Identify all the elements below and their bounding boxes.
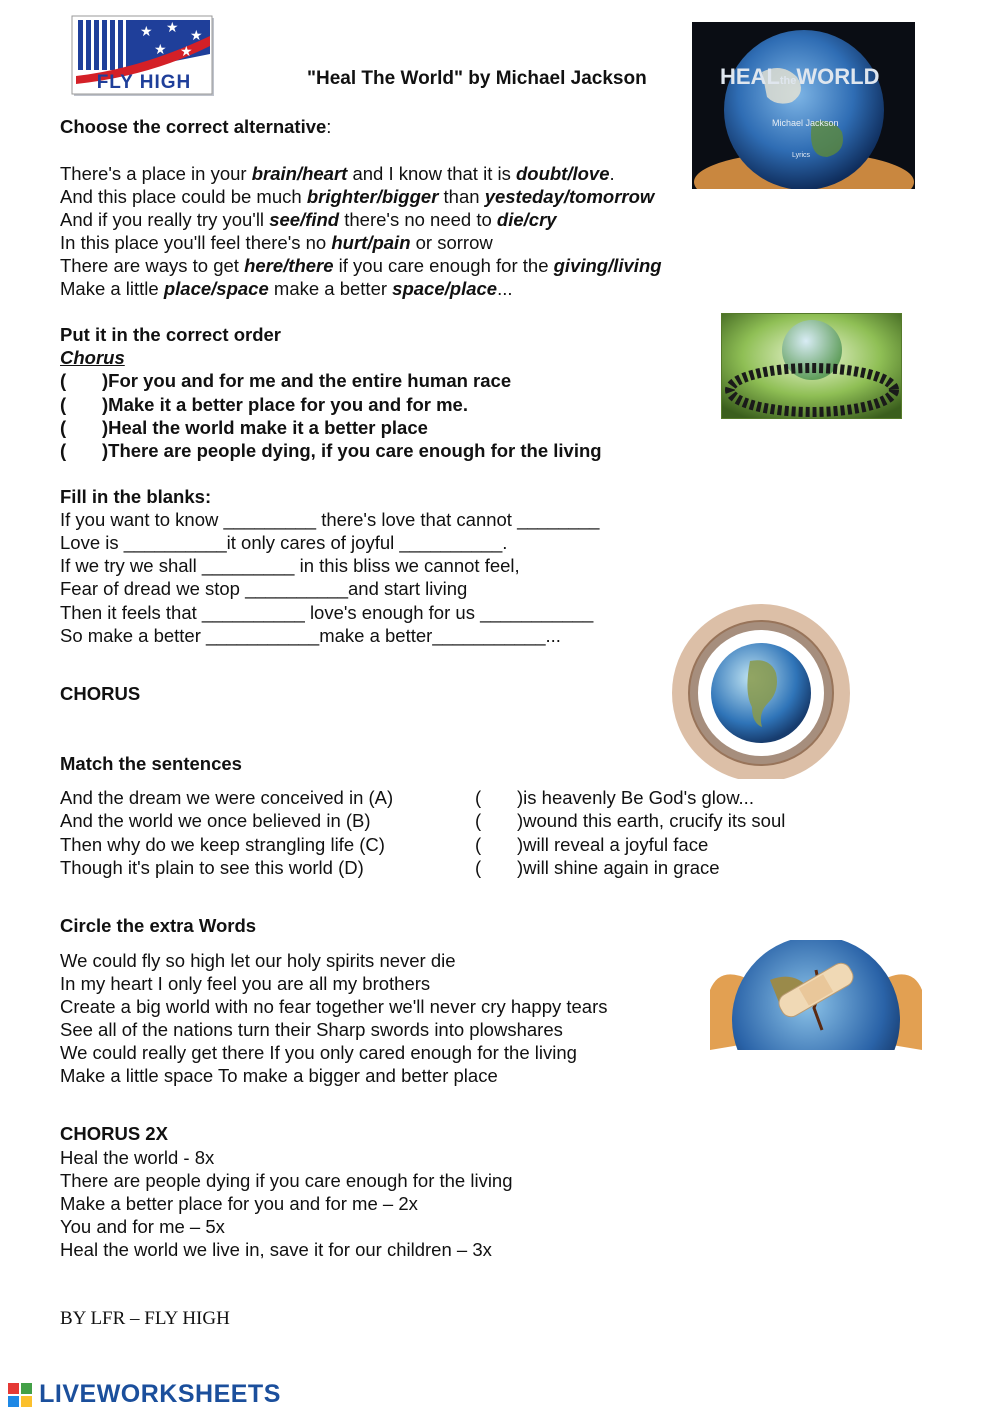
alternative-choice: die/cry <box>496 209 557 230</box>
extra-words-line: In my heart I only feel you are all my brothers <box>60 973 431 994</box>
alternative-text: or sorrow <box>410 232 493 253</box>
chorus2-line: Make a better place for you and for me – 2x <box>60 1193 418 1214</box>
cover-title-pre: HEAL <box>720 64 780 89</box>
match-right-text: )will reveal a joyful face <box>517 834 709 855</box>
liveworksheets-brand <box>8 1380 281 1410</box>
alternative-text: . <box>609 163 615 184</box>
chorus-label: CHORUS <box>60 683 141 704</box>
order-paren: ( <box>60 394 67 415</box>
extra-words-line: We could really get there If you only cared enough for the living <box>60 1042 577 1063</box>
match-left: And the world we once believed in (B) <box>60 810 371 831</box>
section1-heading-bold: Choose the correct alternative <box>60 116 327 137</box>
match-paren: ( <box>475 787 482 808</box>
section1-heading-rest: : <box>326 116 332 137</box>
alternative-choice: doubt/love <box>515 163 610 184</box>
order-paren: ( <box>60 417 67 438</box>
chorus2-line: Heal the world we live in, save it for our children – 3x <box>60 1239 492 1260</box>
alternative-choice: here/there <box>244 255 334 276</box>
page-title: "Heal The World" by Michael Jackson <box>307 68 647 89</box>
order-item <box>60 369 511 392</box>
cover-artist: Michael Jackson <box>772 118 839 128</box>
svg-text:★: ★ <box>154 42 167 58</box>
alternative-text: ... <box>497 278 513 299</box>
section3-heading: Fill in the blanks: <box>60 486 212 507</box>
match-paren: ( <box>475 857 482 878</box>
order-paren: ( <box>60 440 67 461</box>
section6-heading: CHORUS 2X <box>60 1123 168 1144</box>
alternative-text: And if you really try you'll <box>60 209 270 230</box>
hands-around-globe-image <box>672 603 850 779</box>
match-left: And the dream we were conceived in (A) <box>60 787 394 808</box>
alternative-line <box>60 231 493 254</box>
alternative-text: there's no need to <box>339 209 497 230</box>
alternative-line <box>60 162 615 185</box>
order-item-text: )For you and for me and the entire human race <box>102 370 512 391</box>
bandaged-earth-image <box>710 940 922 1050</box>
alternative-text: if you care enough for the <box>333 255 554 276</box>
extra-words-line: We could fly so high let our holy spirits never die <box>60 950 456 971</box>
match-right <box>475 833 708 856</box>
fly-high-logo <box>70 14 218 98</box>
order-item <box>60 439 602 462</box>
alternative-text: Make a little <box>60 278 164 299</box>
match-right <box>475 809 785 832</box>
chorus2-line: Heal the world - 8x <box>60 1147 215 1168</box>
alternative-line <box>60 277 513 300</box>
alternative-text: There are ways to get <box>60 255 245 276</box>
alternative-choice: brain/heart <box>251 163 348 184</box>
alternative-text: In this place you'll feel there's no <box>60 232 332 253</box>
footer-credit: BY LFR – FLY HIGH <box>60 1308 230 1329</box>
order-paren: ( <box>60 370 67 391</box>
alternative-choice: yesteday/tomorrow <box>484 186 655 207</box>
cover-sub: Lyrics <box>792 152 811 159</box>
alternative-choice: brighter/bigger <box>306 186 439 207</box>
order-item-text: )Heal the world make it a better place <box>102 417 428 438</box>
alternative-choice: space/place <box>392 278 498 299</box>
alternative-choice: giving/living <box>553 255 662 276</box>
svg-text:★: ★ <box>166 20 179 36</box>
alternative-choice: see/find <box>269 209 340 230</box>
people-around-globe-image <box>721 313 902 419</box>
svg-text:★: ★ <box>180 44 193 60</box>
order-item <box>60 416 428 439</box>
chorus2-line: You and for me – 5x <box>60 1216 225 1237</box>
fill-line: Then it feels that __________ love's enough for us ___________ <box>60 602 594 623</box>
match-right <box>475 856 720 879</box>
liveworksheets-logo-icon <box>8 1383 32 1407</box>
section4-heading: Match the sentences <box>60 753 242 774</box>
alternative-line <box>60 254 662 277</box>
fill-line: If we try we shall _________ in this bliss we cannot feel, <box>60 555 520 576</box>
svg-text:★: ★ <box>140 24 153 40</box>
match-right-text: )is heavenly Be God's glow... <box>517 787 754 808</box>
extra-words-line: See all of the nations turn their Sharp swords into plowshares <box>60 1019 563 1040</box>
fill-line: So make a better ___________make a better___________... <box>60 625 561 646</box>
match-right-text: )wound this earth, crucify its soul <box>517 810 786 831</box>
section2-heading: Put it in the correct order <box>60 324 282 345</box>
alternative-choice: hurt/pain <box>331 232 411 253</box>
order-item-text: )Make it a better place for you and for me. <box>102 394 468 415</box>
heal-the-world-cover-image <box>692 22 915 189</box>
extra-words-line: Create a big world with no fear together we'll never cry happy tears <box>60 996 608 1017</box>
logo-text: FLY HIGH <box>96 72 192 93</box>
alternative-text: There's a place in your <box>60 163 252 184</box>
fill-line: Love is __________it only cares of joyful __________. <box>60 532 508 553</box>
alternative-choice: place/space <box>163 278 269 299</box>
match-right <box>475 786 754 809</box>
fill-line: If you want to know _________ there's love that cannot ________ <box>60 509 600 530</box>
extra-words-line: Make a little space To make a bigger and better place <box>60 1065 498 1086</box>
cover-title-post: WORLD <box>796 64 880 89</box>
alternative-text: and I know that it is <box>347 163 516 184</box>
order-item-text: )There are people dying, if you care enough for the living <box>102 440 602 461</box>
svg-text:★: ★ <box>190 28 203 44</box>
alternative-line <box>60 208 557 231</box>
chorus2-line: There are people dying if you care enough for the living <box>60 1170 513 1191</box>
alternative-text: And this place could be much <box>60 186 307 207</box>
fill-line: Fear of dread we stop __________and start living <box>60 578 468 599</box>
alternative-line <box>60 185 654 208</box>
cover-title-the: the <box>779 75 797 87</box>
match-left: Then why do we keep strangling life (C) <box>60 834 385 855</box>
match-paren: ( <box>475 810 482 831</box>
section1-heading <box>60 115 331 138</box>
match-left: Though it's plain to see this world (D) <box>60 857 364 878</box>
match-paren: ( <box>475 834 482 855</box>
alternative-text: make a better <box>268 278 393 299</box>
alternative-text: than <box>438 186 485 207</box>
liveworksheets-text: LIVEWORKSHEETS <box>39 1380 281 1408</box>
section2-subheading: Chorus <box>60 347 125 368</box>
match-right-text: )will shine again in grace <box>517 857 720 878</box>
section5-heading: Circle the extra Words <box>60 915 257 936</box>
order-item <box>60 393 468 416</box>
